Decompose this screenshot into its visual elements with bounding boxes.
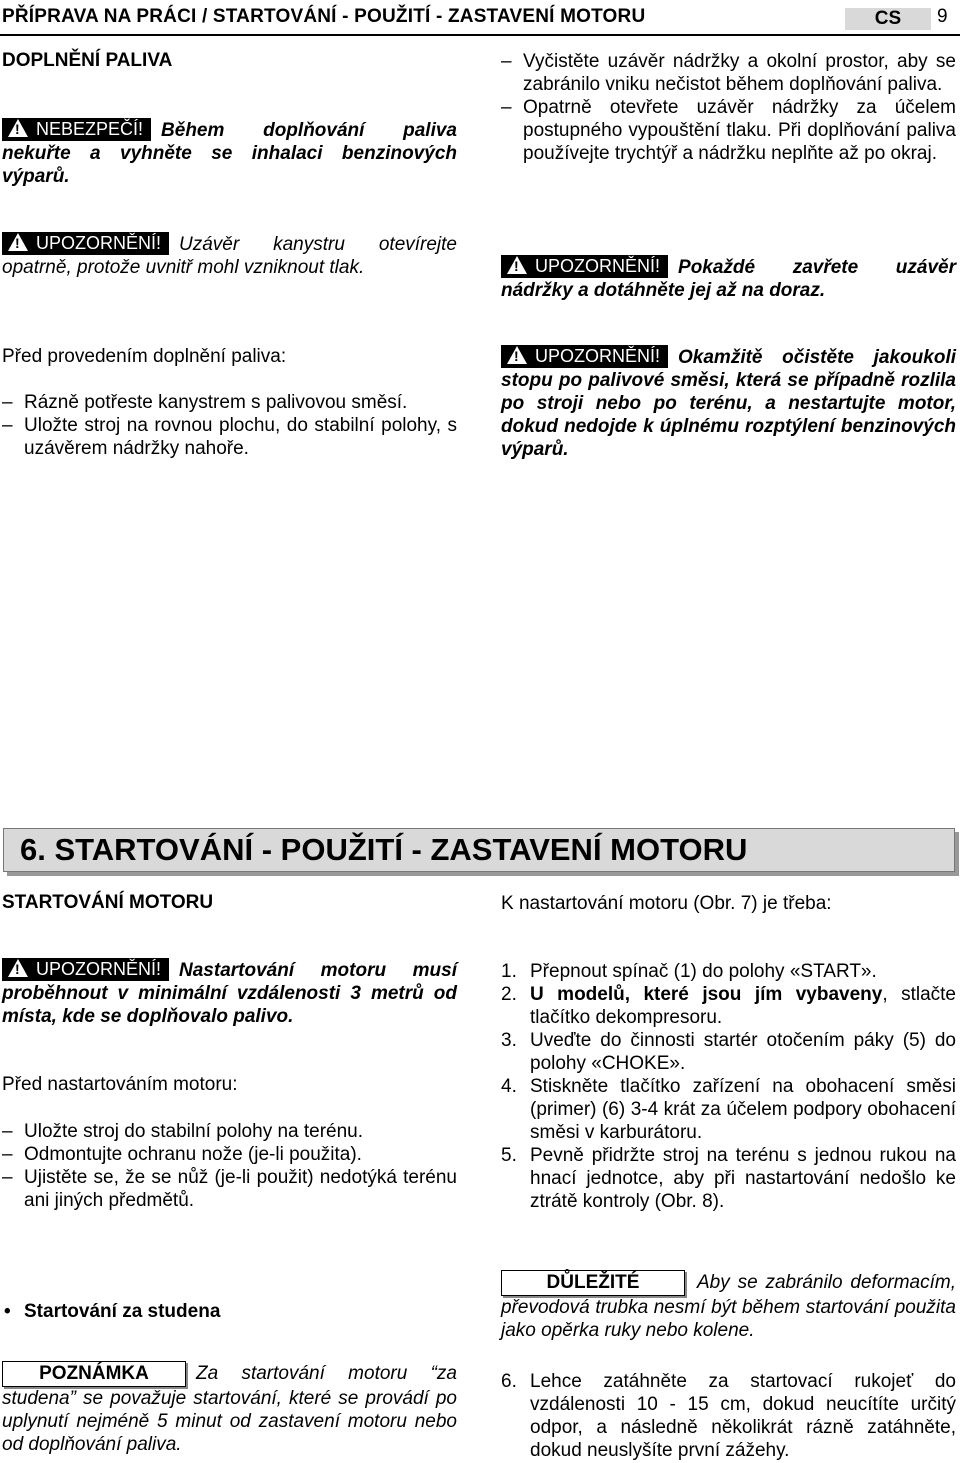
section-title: 6. STARTOVÁNÍ - POUŽITÍ - ZASTAVENÍ MOTORU: [20, 832, 748, 867]
language-badge: CS: [845, 8, 931, 30]
start-before-text: Před nastartováním motoru:: [2, 1074, 238, 1095]
warning-triangle-icon: [507, 256, 527, 274]
warning-triangle-icon: [8, 959, 28, 977]
start-heading: STARTOVÁNÍ MOTORU: [2, 892, 214, 913]
list-item: 4. Stiskněte tlačítko zařízení na obohacení směsi (primer) (6) 3-4 krát za účelem podpory obohacení směsi v karburátoru.: [501, 1076, 956, 1143]
refuel-before-text: Před provedením doplnění paliva:: [2, 346, 287, 367]
list-item: – Rázně potřeste kanystrem s palivovou směsí.: [2, 392, 408, 413]
warning-badge-2: !UPOZORNĚNÍ!: [501, 255, 668, 278]
note-block: [2, 1361, 457, 1456]
bullet-icon: •: [4, 1301, 11, 1322]
note-label: POZNÁMKA: [2, 1361, 186, 1387]
list-item: 2. U modelů, které jsou jím vybaveny, stlačte tlačítko dekompresoru.: [501, 984, 956, 1028]
list-item: – Vyčistěte uzávěr nádržky a okolní prostor, aby se zabránilo vniku nečistot během doplňování paliva.: [501, 51, 956, 95]
list-item: – Uložte stroj do stabilní polohy na terénu.: [2, 1121, 364, 1142]
important-block: [501, 1270, 956, 1342]
warning-notice-2: [501, 255, 956, 302]
warning-badge-3: !UPOZORNĚNÍ!: [501, 345, 668, 368]
danger-notice: [2, 118, 457, 188]
start-right-intro: K nastartování motoru (Obr. 7) je třeba:: [501, 893, 832, 914]
cold-start-bullet: • Startování za studena: [4, 1301, 221, 1322]
warning-notice-1: [2, 232, 457, 279]
warning-notice-3: [501, 345, 956, 461]
warning-badge-1: !UPOZORNĚNÍ!: [2, 232, 169, 255]
warning-text-3: Okamžitě očistěte jakoukoli stopu po palivové směsi, která se případně rozlila po stroji nebo po terénu, a nestartujte motor, dokud nedojde k úplnému rozptýlení benzinových výparů.: [501, 347, 956, 460]
important-text: Aby se zabránilo deformacím, převodová trubka nesmí být během startování použita jako opěrka ruky nebo kolene.: [501, 1272, 956, 1341]
list-item: 3. Uveďte do činnosti startér otočením páky (5) do polohy «CHOKE».: [501, 1030, 956, 1074]
warning-triangle-icon: [8, 233, 28, 251]
page-number: 9: [937, 6, 948, 27]
list-item: 5. Pevně přidržte stroj na terénu s jednou rukou na hnací jednotce, aby při nastartování nedošlo ke ztrátě kontroly (Obr. 8).: [501, 1145, 956, 1212]
danger-badge: !NEBEZPEČÍ!: [2, 118, 151, 141]
list-item: – Odmontujte ochranu nože (je-li použita).: [2, 1144, 362, 1165]
refuel-right-steps: [501, 50, 956, 165]
warning-triangle-icon: [507, 346, 527, 364]
note-text: Za startování motoru “za studena” se považuje startování, které se provádí po uplynutí nejméně 5 minut od zastavení motoru nebo od doplňování paliva.: [2, 1363, 457, 1455]
start-steps-list: [2, 1120, 457, 1212]
step-6: [501, 1370, 956, 1462]
refuel-heading: DOPLNĚNÍ PALIVA: [2, 50, 173, 71]
header-divider: [0, 34, 960, 36]
start-warning-notice: [2, 958, 457, 1028]
page-header-title: PŘÍPRAVA NA PRÁCI / STARTOVÁNÍ - POUŽITÍ - ZASTAVENÍ MOTORU: [2, 6, 646, 27]
warning-text-2: Pokaždé zavřete uzávěr nádržky a dotáhněte jej až na doraz.: [501, 257, 956, 301]
list-item: – Uložte stroj na rovnou plochu, do stabilní polohy, s uzávěrem nádržky nahoře.: [2, 415, 457, 459]
start-warning-badge: !UPOZORNĚNÍ!: [2, 958, 169, 981]
start-warning-text: Nastartování motoru musí proběhnout v minimální vzdálenosti 3 metrů od místa, kde se doplňovalo palivo.: [2, 960, 457, 1027]
refuel-steps-list: [2, 391, 457, 460]
list-item: – Ujistěte se, že se nůž (je-li použit) nedotýká terénu ani jiných předmětů.: [2, 1167, 457, 1211]
danger-text: Během doplňování paliva nekuřte a vyhněte se inhalaci benzinových výparů.: [2, 120, 457, 187]
warning-text-1: Uzávěr kanystru otevírejte opatrně, protože uvnitř mohl vzniknout tlak.: [2, 234, 457, 278]
start-numbered-list: [501, 960, 956, 1213]
list-item: – Opatrně otevřete uzávěr nádržky za účelem postupného vypouštění tlaku. Při doplňování paliva používejte trychtýř a nádržku neplňte až po okraj.: [501, 97, 956, 164]
list-item: 1. Přepnout spínač (1) do polohy «START».: [501, 961, 877, 982]
list-item: 6. Lehce zatáhněte za startovací rukojeť do vzdálenosti 10 - 15 cm, dokud neucítíte určitý odpor, a následně několikrát rázně zatáhněte, dokud neuslyšíte první zážehy.: [501, 1371, 956, 1461]
important-label: DŮLEŽITÉ: [501, 1270, 685, 1296]
warning-triangle-icon: [8, 119, 28, 137]
